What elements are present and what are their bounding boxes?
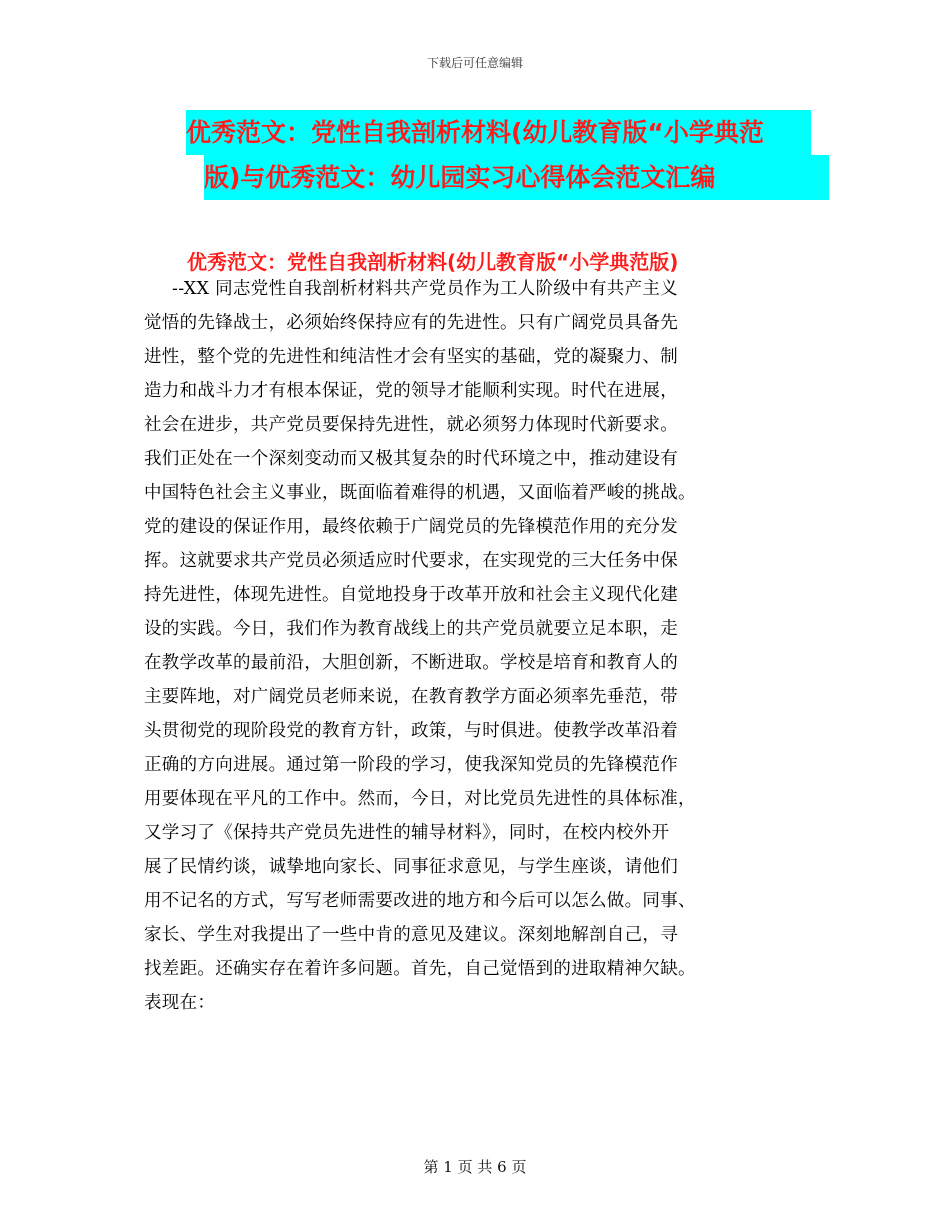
- title-line-1-text: 优秀范文：党性自我剖析材料(幼儿教育版“小学典范: [186, 118, 764, 147]
- body-line: 又学习了《保持共产党员先进性的辅导材料》，同时，在校内校外开: [144, 823, 670, 843]
- body-line: 表现在：: [144, 993, 216, 1013]
- body-line: 找差距。还确实存在着许多问题。首先，自己觉悟到的进取精神欠缺。: [144, 959, 696, 979]
- body-line: 进性，整个党的先进性和纯洁性才会有坚实的基础，党的凝聚力、制: [144, 347, 678, 367]
- document-title: [186, 110, 811, 200]
- body-line: 设的实践。今日，我们作为教育战线上的共产党员就要立足本职，走: [144, 619, 678, 639]
- body-line: 家长、学生对我提出了一些中肯的意见及建议。深刻地解剖自己，寻: [144, 925, 678, 945]
- body-line: 社会在进步，共产党员要保持先进性，就必须努力体现时代新要求。: [144, 415, 678, 435]
- body-line: 造力和战斗力才有根本保证，党的领导才能顺利实现。时代在进展，: [144, 381, 678, 401]
- body-line: 展了民情约谈，诚挚地向家长、同事征求意见，与学生座谈，请他们: [144, 857, 678, 877]
- body-line: --XX 同志党性自我剖析材料共产党员作为工人阶级中有共产主义: [172, 279, 678, 299]
- body-line: 头贯彻党的现阶段党的教育方针，政策，与时俱进。使教学改革沿着: [144, 721, 678, 741]
- body-line: 中国特色社会主义事业，既面临着难得的机遇，又面临着严峻的挑战。: [144, 483, 696, 503]
- body-line: 主要阵地，对广阔党员老师来说，在教育教学方面必须率先垂范，带: [144, 687, 678, 707]
- body-line: 挥。这就要求共产党员必须适应时代要求，在实现党的三大任务中保: [144, 551, 678, 571]
- body-line: 党的建设的保证作用，最终依赖于广阔党员的先锋模范作用的充分发: [144, 517, 678, 537]
- section-title: 优秀范文：党性自我剖析材料(幼儿教育版“小学典范版): [187, 250, 679, 274]
- body-line: 觉悟的先锋战士，必须始终保持应有的先进性。只有广阔党员具备先: [144, 313, 678, 333]
- body-line: 我们正处在一个深刻变动而又极其复杂的时代环境之中，推动建设有: [144, 449, 678, 469]
- body-line: 持先进性，体现先进性。自觉地投身于改革开放和社会主义现代化建: [144, 585, 678, 605]
- document-title-line-2: [204, 155, 829, 200]
- body-text: [144, 272, 814, 1020]
- page-footer: 第 1 页 共 6 页: [423, 1158, 527, 1176]
- document-title-line-1: [186, 110, 811, 155]
- body-line: 用要体现在平凡的工作中。然而，今日，对比党员先进性的具体标准，: [144, 789, 696, 809]
- body-line: 用不记名的方式，写写老师需要改进的地方和今后可以怎么做。同事、: [144, 891, 696, 911]
- body-line: 在教学改革的最前沿，大胆创新，不断进取。学校是培育和教育人的: [144, 653, 678, 673]
- body-line: 正确的方向进展。通过第一阶段的学习，使我深知党员的先锋模范作: [144, 755, 678, 775]
- header-note: 下载后可任意编辑: [426, 56, 523, 70]
- title-line-2-text: 版)与优秀范文：幼儿园实习心得体会范文汇编: [204, 163, 716, 192]
